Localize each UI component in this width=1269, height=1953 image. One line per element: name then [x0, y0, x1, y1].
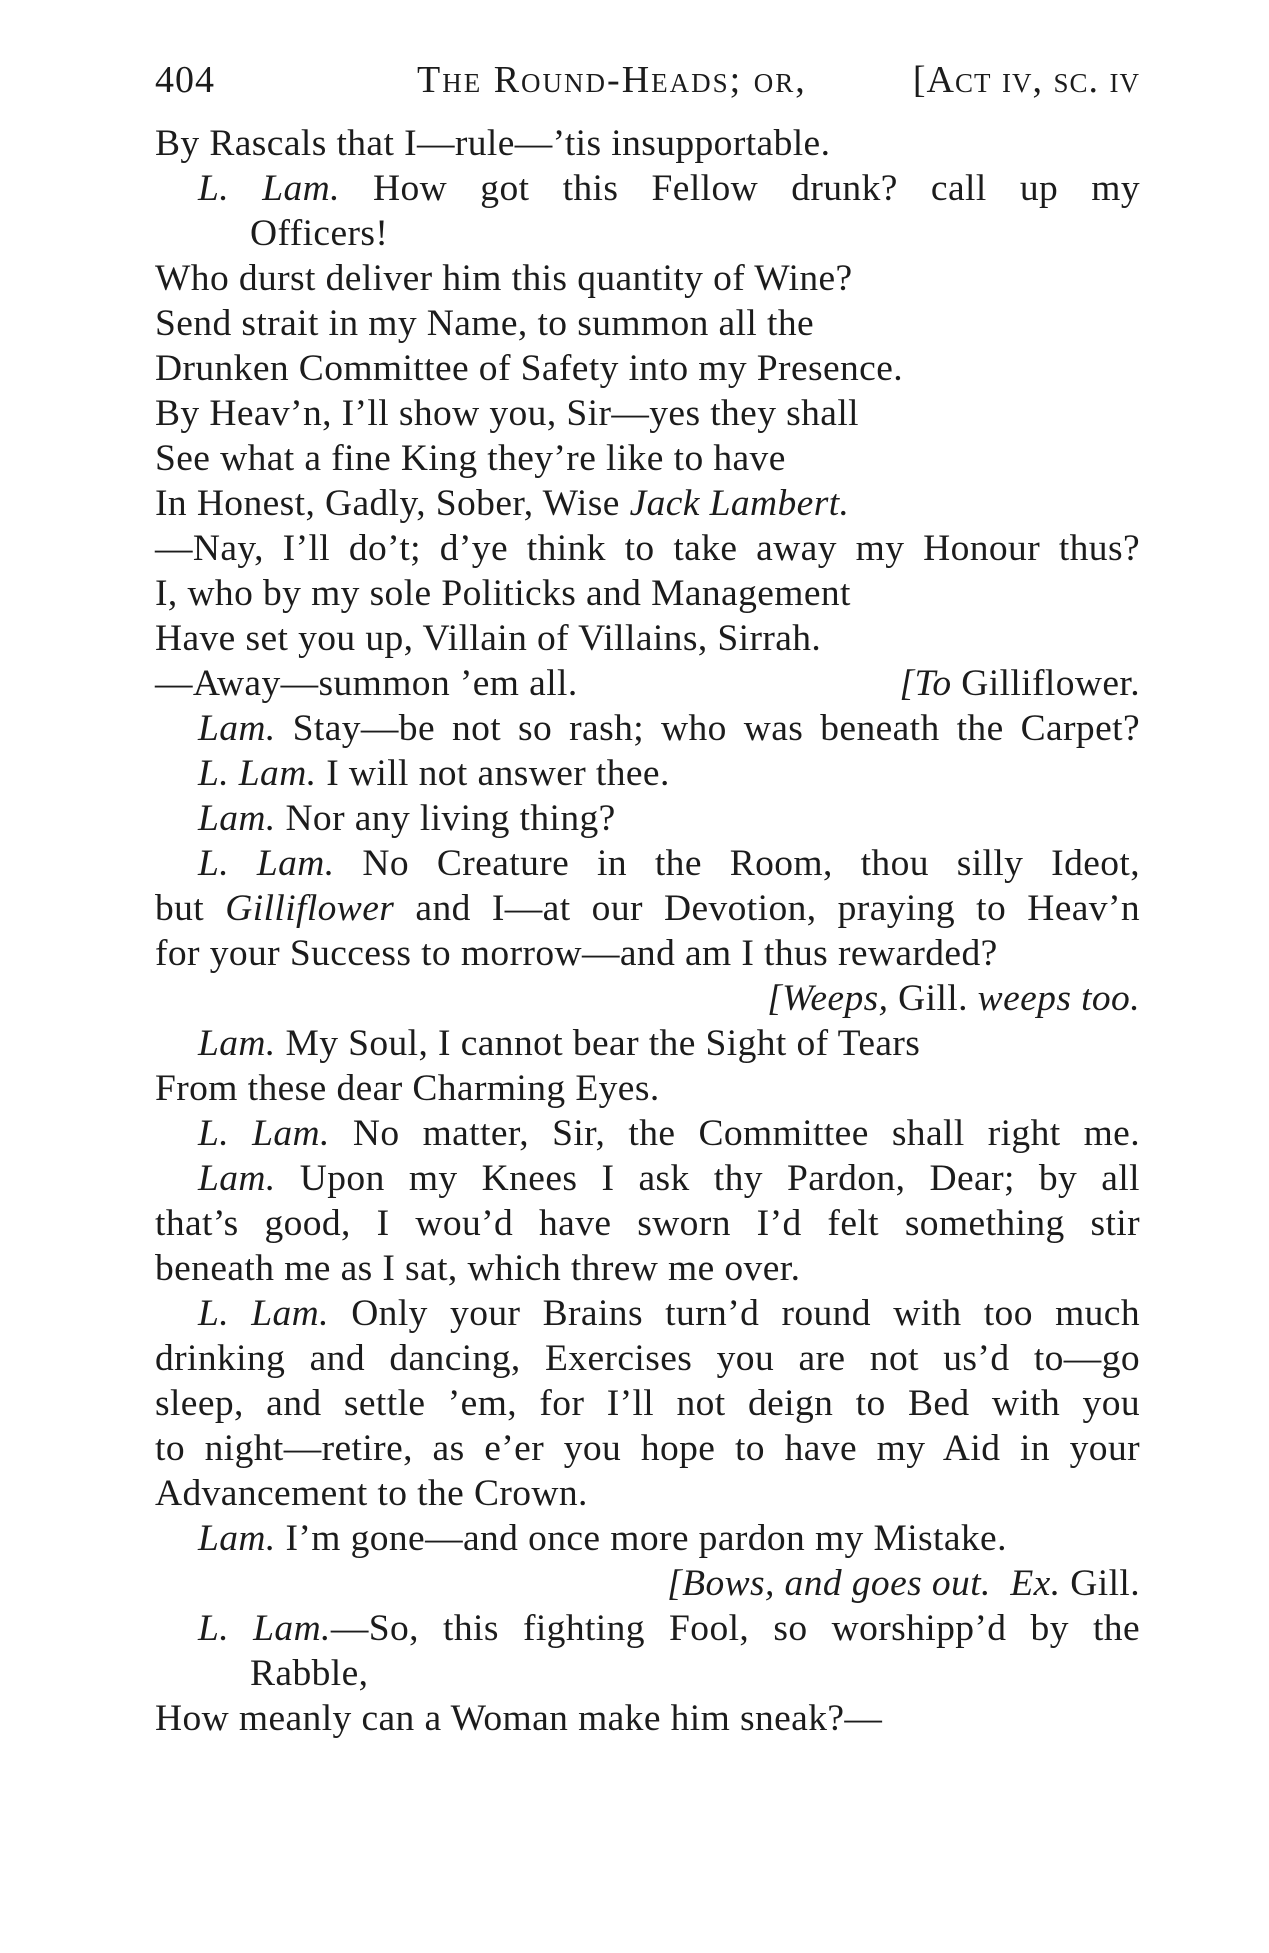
- stage-direction: [Weeps, Gill. weeps too.: [767, 978, 1140, 1019]
- speech-line: L. Lam. No matter, Sir, the Committee shall right me.: [198, 1113, 1141, 1154]
- speaker-label: L. Lam.: [198, 1113, 330, 1154]
- character-name: Gilliflower: [225, 888, 395, 929]
- text-line: Rabble,: [250, 1653, 369, 1694]
- text-line: to night—retire, as e’er you hope to have my Aid in your: [155, 1428, 1140, 1469]
- text-line: From these dear Charming Eyes.: [155, 1068, 660, 1109]
- speaker-label: Lam.: [198, 1023, 276, 1064]
- text-line: Officers!: [250, 213, 389, 254]
- text-line: for your Success to morrow—and am I thus rewarded?: [155, 933, 998, 974]
- text-line: I, who by my sole Politicks and Management: [155, 573, 851, 614]
- speech-line: L. Lam. How got this Fellow drunk? call up my: [198, 168, 1140, 209]
- text-line: Who durst deliver him this quantity of Wine?: [155, 258, 853, 299]
- speaker-label: L. Lam.: [198, 168, 340, 209]
- stage-direction: [Bows, and goes out. Ex. Gill.: [667, 1563, 1140, 1604]
- speech-line: Lam. Stay—be not so rash; who was beneath the Carpet?: [198, 708, 1140, 749]
- text-line: In Honest, Gadly, Sober, Wise Jack Lambert.: [155, 483, 850, 524]
- speech-line: L. Lam. I will not answer thee.: [198, 753, 670, 794]
- text-line: See what a fine King they’re like to have: [155, 438, 786, 479]
- text-line: By Heav’n, I’ll show you, Sir—yes they shall: [155, 393, 859, 434]
- text-line: Drunken Committee of Safety into my Presence.: [155, 348, 904, 389]
- character-name: Jack Lambert.: [629, 483, 850, 524]
- text-line: Advancement to the Crown.: [155, 1473, 588, 1514]
- text-line: —Nay, I’ll do’t; d’ye think to take away my Honour thus?: [155, 528, 1140, 569]
- text-line: Have set you up, Villain of Villains, Sirrah.: [155, 618, 822, 659]
- text-line: sleep, and settle ’em, for I’ll not deign to Bed with you: [155, 1383, 1140, 1424]
- speech-line: L. Lam.—So, this fighting Fool, so worshipp’d by the: [198, 1608, 1140, 1649]
- speaker-label: L. Lam.: [198, 753, 317, 794]
- speaker-label: Lam.: [198, 1518, 276, 1559]
- speaker-label: Lam.: [198, 708, 276, 749]
- text-line: —Away—summon ’em all. [To Gilliflower.: [155, 661, 1140, 707]
- text-line: drinking and dancing, Exercises you are not us’d to—go: [155, 1338, 1140, 1379]
- speech-line: Lam. I’m gone—and once more pardon my Mistake.: [198, 1518, 1007, 1559]
- text-line: How meanly can a Woman make him sneak?—: [155, 1698, 883, 1739]
- text-line: beneath me as I sat, which threw me over.: [155, 1248, 801, 1289]
- text-line: Send strait in my Name, to summon all the: [155, 303, 815, 344]
- stage-direction: [To Gilliflower.: [899, 663, 1140, 704]
- speaker-label: Lam.: [198, 1158, 276, 1199]
- speech-line: L. Lam. Only your Brains turn’d round with too much: [198, 1293, 1140, 1334]
- speech-line: Lam. Nor any living thing?: [198, 798, 616, 839]
- speaker-label: Lam.: [198, 798, 276, 839]
- running-header: [155, 58, 1140, 110]
- text-line: that’s good, I wou’d have sworn I’d felt something stir: [155, 1203, 1140, 1244]
- act-scene-label: [Act iv, sc. iv: [912, 59, 1140, 101]
- speech-line: L. Lam. No Creature in the Room, thou silly Ideot,: [198, 843, 1141, 884]
- speech-line: Lam. My Soul, I cannot bear the Sight of Tears: [198, 1023, 921, 1064]
- speaker-label: L. Lam.: [198, 843, 335, 884]
- running-title: The Round-Heads; or,: [417, 59, 807, 101]
- speaker-label: L. Lam.: [198, 1293, 329, 1334]
- speech-line: Lam. Upon my Knees I ask thy Pardon, Dear; by all: [198, 1158, 1140, 1199]
- page-number: 404: [155, 59, 215, 101]
- text-line: but Gilliflower and I—at our Devotion, praying to Heav’n: [155, 888, 1140, 929]
- text-line: By Rascals that I—rule—’tis insupportable.: [155, 123, 831, 164]
- speaker-label: L. Lam.: [198, 1608, 331, 1649]
